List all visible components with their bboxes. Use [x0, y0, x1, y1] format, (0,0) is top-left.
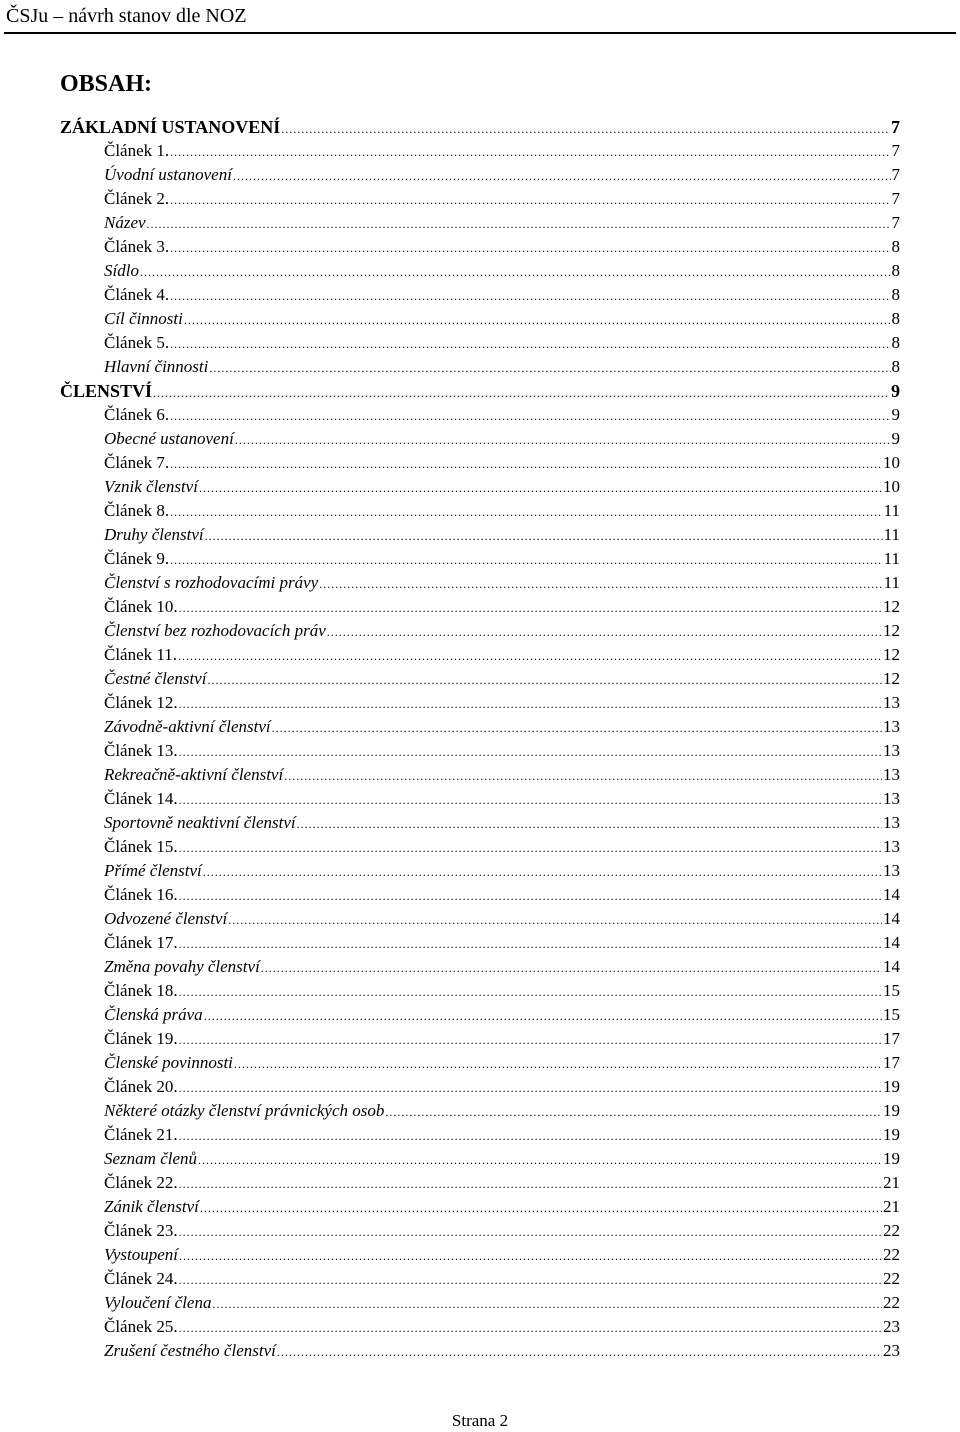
toc-entry-title: Článek 6.: [104, 405, 170, 424]
toc-entry-title: Název: [104, 213, 146, 232]
toc-entry-page: 19: [883, 1125, 900, 1144]
toc-entry-page: 13: [883, 741, 900, 760]
toc-entry-page: 12: [883, 669, 900, 688]
toc-entry-title: Článek 23.: [104, 1221, 178, 1240]
toc-entry-title: Druhy členství: [104, 525, 204, 544]
toc-entry-page: 17: [883, 1029, 900, 1048]
toc-entry-page: 13: [883, 837, 900, 856]
toc-entry-title: Vznik členství: [104, 477, 198, 496]
toc-entry-title: Článek 4.: [104, 285, 170, 304]
toc-entry[interactable]: [60, 859, 900, 883]
toc-entry[interactable]: [60, 1051, 900, 1075]
toc-entry-page: 23: [883, 1317, 900, 1336]
toc-entry-title: Změna povahy členství: [104, 957, 260, 976]
toc-entry-title: Článek 5.: [104, 333, 170, 352]
toc-entry[interactable]: [60, 1099, 900, 1123]
toc-entry-title: Sportovně neaktivní členství: [104, 813, 296, 832]
toc-entry-title: Členství s rozhodovacími právy: [104, 573, 319, 592]
toc-entry-page: 7: [891, 117, 900, 137]
toc-entry-title: Některé otázky členství právnických osob: [104, 1101, 385, 1120]
toc-leader-dots: [204, 1004, 882, 1028]
toc-entry-page: 8: [891, 357, 900, 376]
toc-leader-dots: [297, 812, 882, 836]
toc-entry-title: Článek 24.: [104, 1269, 178, 1288]
toc-leader-dots: [261, 956, 882, 980]
toc-entry-page: 13: [883, 813, 900, 832]
toc-entry-title: Přímé členství: [104, 861, 202, 880]
toc-leader-dots: [179, 1220, 882, 1244]
toc-entry[interactable]: [60, 955, 900, 979]
toc-entry-title: ZÁKLADNÍ USTANOVENÍ: [60, 117, 281, 137]
toc-entry-page: 11: [883, 549, 900, 568]
toc-entry-page: 13: [883, 861, 900, 880]
toc-entry[interactable]: [60, 619, 900, 643]
toc-entry-title: Článek 20.: [104, 1077, 178, 1096]
toc-entry-title: Členství bez rozhodovacích práv: [104, 621, 326, 640]
toc-entry-page: 7: [891, 141, 900, 160]
toc-leader-dots: [198, 1148, 882, 1172]
toc-leader-dots: [199, 476, 882, 500]
toc-leader-dots: [327, 620, 882, 644]
toc-leader-dots: [179, 1268, 882, 1292]
toc-entry[interactable]: [60, 1291, 900, 1315]
document-title: ČSJu – návrh stanov dle NOZ: [6, 5, 247, 27]
toc-entry-title: Článek 7.: [104, 453, 170, 472]
toc-entry-page: 7: [891, 189, 900, 208]
toc-entry-page: 22: [883, 1269, 900, 1288]
toc-entry-title: Zánik členství: [104, 1197, 199, 1216]
toc-leader-dots: [209, 356, 890, 380]
toc-entry[interactable]: [60, 187, 900, 211]
toc-entry[interactable]: [60, 1219, 900, 1243]
toc-entry-page: 13: [883, 765, 900, 784]
toc-entry[interactable]: [60, 571, 900, 595]
toc-entry[interactable]: [60, 787, 900, 811]
toc-entry[interactable]: [60, 1315, 900, 1339]
toc-leader-dots: [170, 548, 882, 572]
toc-entry-page: 22: [883, 1293, 900, 1312]
toc-entry-page: 11: [883, 573, 900, 592]
toc-entry-page: 8: [891, 309, 900, 328]
toc-entry[interactable]: [60, 1027, 900, 1051]
toc-entry-title: Rekreačně-aktivní členství: [104, 765, 284, 784]
page-header: [4, 2, 956, 34]
toc-entry-page: 13: [883, 789, 900, 808]
toc-entry-page: 9: [891, 381, 900, 401]
toc-entry[interactable]: [60, 307, 900, 331]
toc-leader-dots: [277, 1340, 882, 1364]
toc-leader-dots: [179, 836, 882, 860]
toc-entry-title: Cíl činnosti: [104, 309, 183, 328]
toc-entry-title: Článek 8.: [104, 501, 170, 520]
toc-entry-title: Článek 18.: [104, 981, 178, 1000]
toc-entry[interactable]: [60, 163, 900, 187]
toc-entry-page: 12: [883, 597, 900, 616]
toc-entry[interactable]: [60, 1171, 900, 1195]
toc-entry-page: 13: [883, 717, 900, 736]
toc-leader-dots: [179, 740, 882, 764]
toc-leader-dots: [170, 140, 890, 164]
toc-entry-page: 8: [891, 237, 900, 256]
toc-entry-page: 14: [883, 957, 900, 976]
toc-entry[interactable]: [60, 427, 900, 451]
toc-entry-page: 11: [883, 501, 900, 520]
toc-leader-dots: [170, 500, 882, 524]
toc-entry-page: 19: [883, 1101, 900, 1120]
toc-entry[interactable]: [60, 235, 900, 259]
toc-leader-dots: [203, 860, 882, 884]
toc-leader-dots: [228, 908, 882, 932]
toc-entry-title: Vyloučení člena: [104, 1293, 212, 1312]
toc-leader-dots: [170, 332, 890, 356]
toc-leader-dots: [170, 188, 890, 212]
toc-entry-title: Členská práva: [104, 1005, 203, 1024]
toc-leader-dots: [179, 692, 882, 716]
toc-entry-title: Zrušení čestného členství: [104, 1341, 276, 1360]
toc-entry-title: Článek 1.: [104, 141, 170, 160]
toc-entry-title: Článek 13.: [104, 741, 178, 760]
toc-entry[interactable]: [60, 139, 900, 163]
toc-entry-page: 19: [883, 1149, 900, 1168]
toc-leader-dots: [170, 452, 882, 476]
toc-leader-dots: [234, 1052, 882, 1076]
toc-leader-dots: [147, 212, 891, 236]
toc-entry[interactable]: [60, 1243, 900, 1267]
toc-leader-dots: [179, 1172, 882, 1196]
toc-entry-title: Sídlo: [104, 261, 139, 280]
toc-entry-page: 14: [883, 933, 900, 952]
toc-entry-title: ČLENSTVÍ: [60, 381, 153, 401]
toc-entry-page: 7: [891, 165, 900, 184]
toc-entry[interactable]: [60, 355, 900, 379]
toc-section-entry[interactable]: [60, 379, 900, 403]
toc-entry-page: 8: [891, 333, 900, 352]
toc-entry[interactable]: [60, 907, 900, 931]
toc-entry-title: Článek 10.: [104, 597, 178, 616]
toc-leader-dots: [385, 1100, 882, 1124]
toc-entry-page: 15: [883, 981, 900, 1000]
toc-entry-page: 8: [891, 261, 900, 280]
toc-entry[interactable]: [60, 475, 900, 499]
toc-entry[interactable]: [60, 211, 900, 235]
toc-entry[interactable]: [60, 739, 900, 763]
toc-entry-page: 14: [883, 909, 900, 928]
toc-entry-title: Obecné ustanovení: [104, 429, 234, 448]
toc-entry-title: Členské povinnosti: [104, 1053, 233, 1072]
toc-leader-dots: [179, 788, 882, 812]
toc-entry-page: 23: [883, 1341, 900, 1360]
toc-entry-page: 15: [883, 1005, 900, 1024]
toc-entry-title: Seznam členů: [104, 1149, 198, 1168]
toc-entry-title: Odvozené členství: [104, 909, 228, 928]
toc-entry-page: 21: [883, 1173, 900, 1192]
toc-entry-page: 12: [883, 645, 900, 664]
toc-entry-title: Čestné členství: [104, 669, 207, 688]
toc-entry[interactable]: [60, 691, 900, 715]
toc-entry[interactable]: [60, 811, 900, 835]
toc-entry-title: Článek 9.: [104, 549, 170, 568]
toc-leader-dots: [233, 164, 891, 188]
toc-entry[interactable]: [60, 283, 900, 307]
toc-entry-title: Článek 22.: [104, 1173, 178, 1192]
toc-entry-title: Článek 16.: [104, 885, 178, 904]
toc-entry-title: Článek 14.: [104, 789, 178, 808]
toc-entry[interactable]: [60, 883, 900, 907]
toc-entry[interactable]: [60, 259, 900, 283]
toc-heading: OBSAH:: [60, 71, 153, 97]
toc-entry[interactable]: [60, 595, 900, 619]
toc-entry[interactable]: [60, 979, 900, 1003]
toc-entry-page: 21: [883, 1197, 900, 1216]
toc-entry-title: Vystoupení: [104, 1245, 178, 1264]
toc-leader-dots: [200, 1196, 882, 1220]
toc-entry-page: 22: [883, 1221, 900, 1240]
toc-leader-dots: [319, 572, 882, 596]
toc-entry[interactable]: [60, 763, 900, 787]
toc-leader-dots: [205, 524, 883, 548]
toc-entry-title: Článek 15.: [104, 837, 178, 856]
toc-entry-title: Článek 2.: [104, 189, 170, 208]
toc-leader-dots: [140, 260, 891, 284]
toc-entry-page: 9: [891, 405, 900, 424]
toc-entry-title: Článek 19.: [104, 1029, 178, 1048]
toc-entry[interactable]: [60, 1339, 900, 1363]
toc-entry-page: 13: [883, 693, 900, 712]
toc-entry[interactable]: [60, 1003, 900, 1027]
toc-leader-dots: [212, 1292, 882, 1316]
toc-leader-dots: [179, 884, 882, 908]
toc-leader-dots: [178, 644, 882, 668]
toc-entry[interactable]: [60, 667, 900, 691]
toc-entry-title: Článek 12.: [104, 693, 178, 712]
toc-leader-dots: [207, 668, 882, 692]
toc-entry-title: Článek 17.: [104, 933, 178, 952]
page-number: Strana 2: [451, 1411, 509, 1430]
toc-entry-page: 14: [883, 885, 900, 904]
toc-entry-page: 11: [883, 525, 900, 544]
toc-entry[interactable]: [60, 547, 900, 571]
toc-entry-title: Závodně-aktivní členství: [104, 717, 271, 736]
toc-entry[interactable]: [60, 499, 900, 523]
toc-entry[interactable]: [60, 451, 900, 475]
toc-entry[interactable]: [60, 523, 900, 547]
toc-entry-page: 7: [891, 213, 900, 232]
toc-leader-dots: [179, 1076, 882, 1100]
toc-entry[interactable]: [60, 1075, 900, 1099]
toc-entry[interactable]: [60, 643, 900, 667]
toc-leader-dots: [179, 1316, 882, 1340]
toc-entry-page: 17: [883, 1053, 900, 1072]
toc-leader-dots: [272, 716, 882, 740]
toc-entry[interactable]: [60, 931, 900, 955]
toc-leader-dots: [170, 284, 890, 308]
toc-entry-page: 9: [891, 429, 900, 448]
toc-leader-dots: [284, 764, 882, 788]
toc-entry-page: 8: [891, 285, 900, 304]
toc-entry[interactable]: [60, 715, 900, 739]
toc-leader-dots: [153, 381, 890, 405]
toc-entry-title: Článek 21.: [104, 1125, 178, 1144]
toc-entry-page: 22: [883, 1245, 900, 1264]
toc-entry[interactable]: [60, 835, 900, 859]
toc-entry[interactable]: [60, 331, 900, 355]
toc-entry-title: Článek 11.: [104, 645, 178, 664]
table-of-contents: [60, 115, 900, 1363]
toc-entry[interactable]: [60, 1267, 900, 1291]
toc-entry-page: 10: [883, 453, 900, 472]
toc-entry-title: Článek 3.: [104, 237, 170, 256]
toc-leader-dots: [179, 1124, 882, 1148]
toc-entry-title: Hlavní činnosti: [104, 357, 209, 376]
toc-entry[interactable]: [60, 1123, 900, 1147]
toc-entry-title: Úvodní ustanovení: [104, 165, 232, 184]
toc-entry[interactable]: [60, 1195, 900, 1219]
toc-entry-page: 19: [883, 1077, 900, 1096]
toc-leader-dots: [170, 404, 890, 428]
toc-leader-dots: [179, 1028, 882, 1052]
toc-entry[interactable]: [60, 1147, 900, 1171]
toc-leader-dots: [170, 236, 890, 260]
toc-entry-title: Článek 25.: [104, 1317, 178, 1336]
toc-entry-page: 12: [883, 621, 900, 640]
toc-section-entry[interactable]: [60, 115, 900, 139]
toc-entry-page: 10: [883, 477, 900, 496]
toc-leader-dots: [179, 980, 882, 1004]
toc-leader-dots: [179, 1244, 882, 1268]
toc-entry[interactable]: [60, 403, 900, 427]
toc-leader-dots: [281, 117, 890, 141]
toc-leader-dots: [179, 596, 882, 620]
toc-leader-dots: [184, 308, 891, 332]
toc-leader-dots: [179, 932, 882, 956]
toc-leader-dots: [235, 428, 891, 452]
